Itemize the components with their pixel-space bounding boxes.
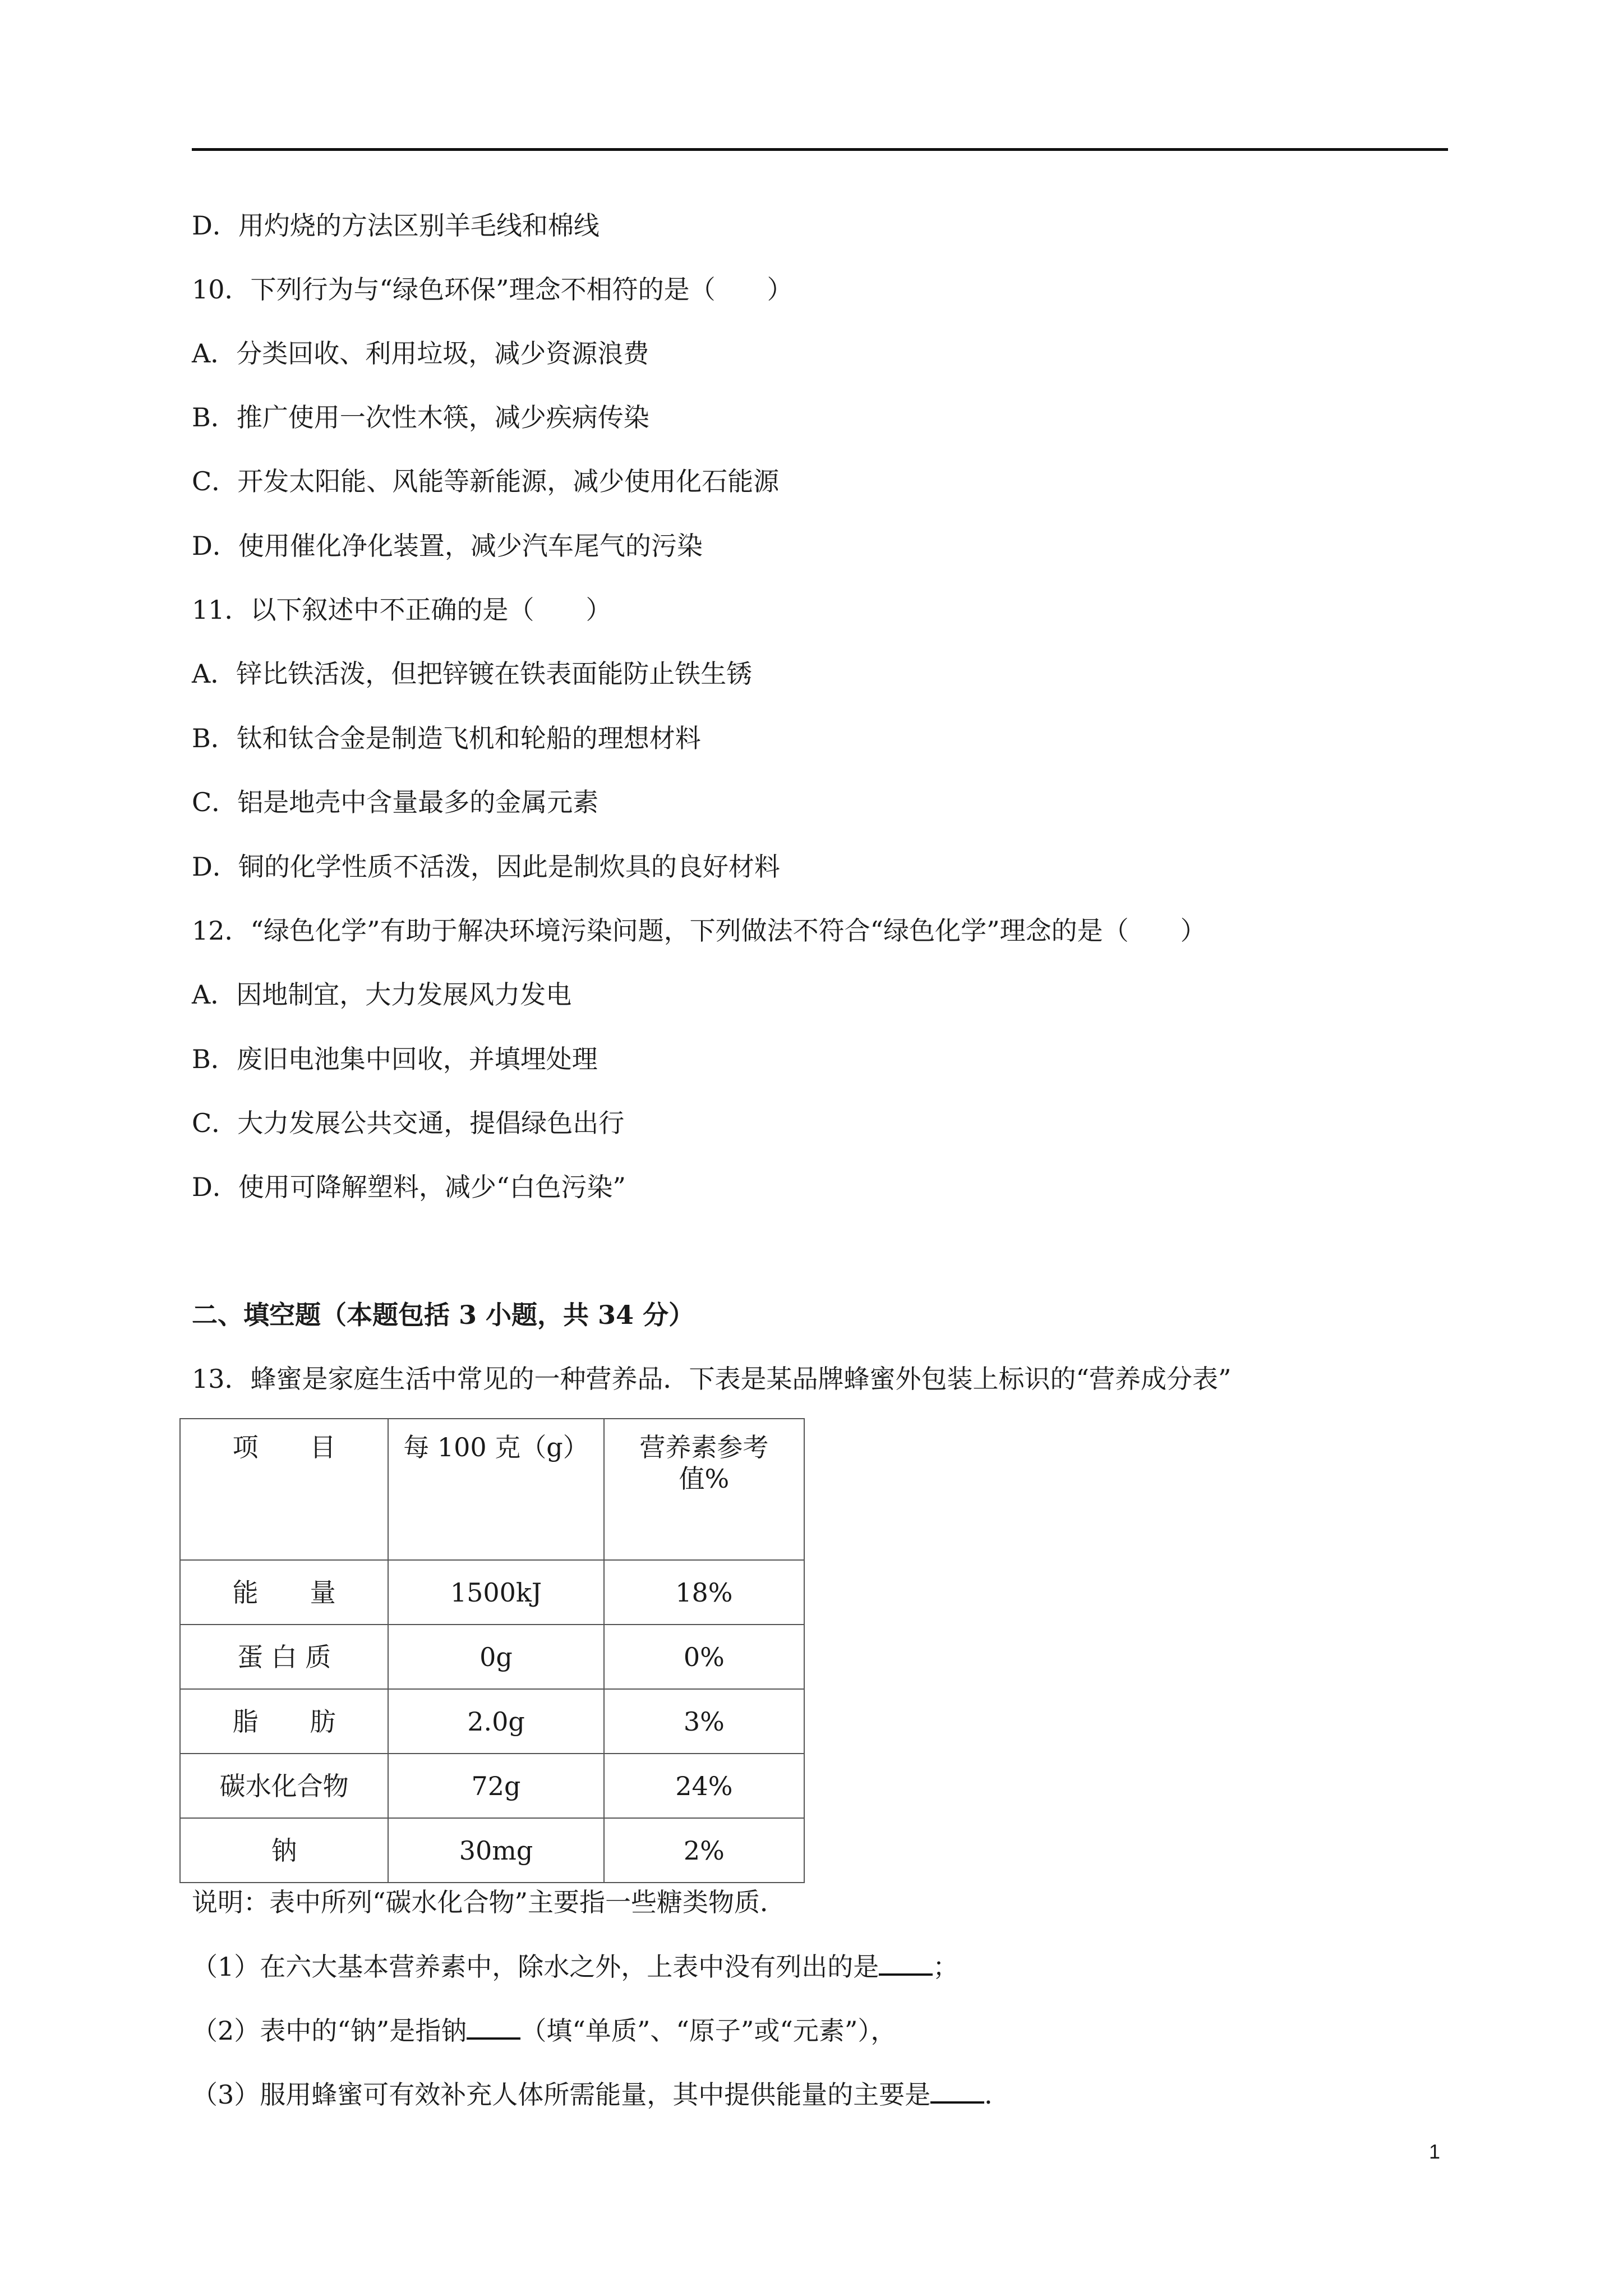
table-cell: 0g — [388, 1625, 603, 1689]
table-cell: 2.0g — [388, 1689, 603, 1754]
table-row — [180, 1754, 804, 1818]
table-cell: 3% — [604, 1689, 804, 1754]
q13-sub-1 — [192, 1951, 958, 1982]
table-row — [180, 1625, 804, 1689]
nutrition-table — [179, 1418, 805, 1883]
q13-sub-1-end: ； — [933, 1952, 959, 1982]
q13-sub-2-text: （2）表中的“钠”是指钠 — [192, 2016, 467, 2046]
q13-sub-2 — [192, 2015, 896, 2046]
q9-option-d: D．用灼烧的方法区别羊毛线和棉线 — [192, 210, 600, 241]
table-cell: 1500kJ — [388, 1560, 603, 1625]
q10-stem: 10．下列行为与“绿色环保”理念不相符的是（ ） — [192, 274, 793, 305]
q11-option-c: C．铝是地壳中含量最多的金属元素 — [192, 787, 599, 817]
table-cell: 0% — [604, 1625, 804, 1689]
q13-sub-2-end: （填“单质”、“原子”或“元素”）， — [520, 2016, 897, 2046]
answer-blank[interactable] — [467, 2015, 520, 2040]
table-cell: 能 量 — [180, 1560, 388, 1625]
q13-sub-3-text: （3）服用蜂蜜可有效补充人体所需能量，其中提供能量的主要是 — [192, 2079, 931, 2110]
header-rule — [192, 148, 1448, 151]
q12-option-a: A．因地制宜，大力发展风力发电 — [192, 979, 572, 1010]
answer-blank[interactable] — [930, 2079, 984, 2104]
q12-option-d: D．使用可降解塑料，减少“白色污染” — [192, 1172, 626, 1202]
table-row — [180, 1689, 804, 1754]
header-nrv — [604, 1419, 804, 1560]
q12-option-c: C．大力发展公共交通，提倡绿色出行 — [192, 1108, 625, 1138]
answer-blank[interactable] — [879, 1951, 933, 1976]
q10-option-b: B．推广使用一次性木筷，减少疾病传染 — [192, 402, 649, 432]
q10-option-d: D．使用催化净化装置，减少汽车尾气的污染 — [192, 531, 703, 561]
section-2-title: 二、填空题（本题包括 3 小题，共 34 分） — [192, 1300, 695, 1330]
q13-sub-3-end: ． — [984, 2079, 1011, 2110]
q11-option-d: D．铜的化学性质不活泼，因此是制炊具的良好材料 — [192, 852, 780, 882]
table-cell: 蛋 白 质 — [180, 1625, 388, 1689]
header-nrv-line2: 值% — [679, 1464, 730, 1494]
header-nrv-line1: 营养素参考 — [639, 1432, 769, 1462]
header-per-100g: 每 100 克（g） — [388, 1419, 603, 1560]
table-header-row — [180, 1419, 804, 1560]
q10-option-a: A．分类回收、利用垃圾，减少资源浪费 — [192, 338, 649, 369]
table-cell: 30mg — [388, 1818, 603, 1883]
page-number: 1 — [1429, 2140, 1441, 2163]
table-cell: 碳水化合物 — [180, 1754, 388, 1818]
table-cell: 脂 肪 — [180, 1689, 388, 1754]
table-cell: 2% — [604, 1818, 804, 1883]
table-cell: 18% — [604, 1560, 804, 1625]
q12-option-b: B．废旧电池集中回收，并填埋处理 — [192, 1044, 598, 1074]
q11-stem: 11．以下叙述中不正确的是（ ） — [192, 595, 612, 625]
table-cell: 72g — [388, 1754, 603, 1818]
q13-intro: 13．蜂蜜是家庭生活中常见的一种营养品．下表是某品牌蜂蜜外包装上标识的“营养成分表” — [192, 1364, 1232, 1394]
q13-sub-3 — [192, 2079, 1010, 2110]
table-row — [180, 1560, 804, 1625]
header-item: 项 目 — [180, 1419, 388, 1560]
table-cell: 24% — [604, 1754, 804, 1818]
table-cell: 钠 — [180, 1818, 388, 1883]
q11-option-b: B．钛和钛合金是制造飞机和轮船的理想材料 — [192, 723, 701, 753]
q10-option-c: C．开发太阳能、风能等新能源，减少使用化石能源 — [192, 466, 780, 496]
q12-stem: 12．“绿色化学”有助于解决环境污染问题，下列做法不符合“绿色化学”理念的是（ ） — [192, 915, 1206, 946]
table-row — [180, 1818, 804, 1883]
table-note: 说明：表中所列“碳水化合物”主要指一些糖类物质． — [192, 1887, 786, 1917]
q11-option-a: A．锌比铁活泼，但把锌镀在铁表面能防止铁生锈 — [192, 659, 753, 689]
q13-sub-1-text: （1）在六大基本营养素中，除水之外，上表中没有列出的是 — [192, 1952, 879, 1982]
